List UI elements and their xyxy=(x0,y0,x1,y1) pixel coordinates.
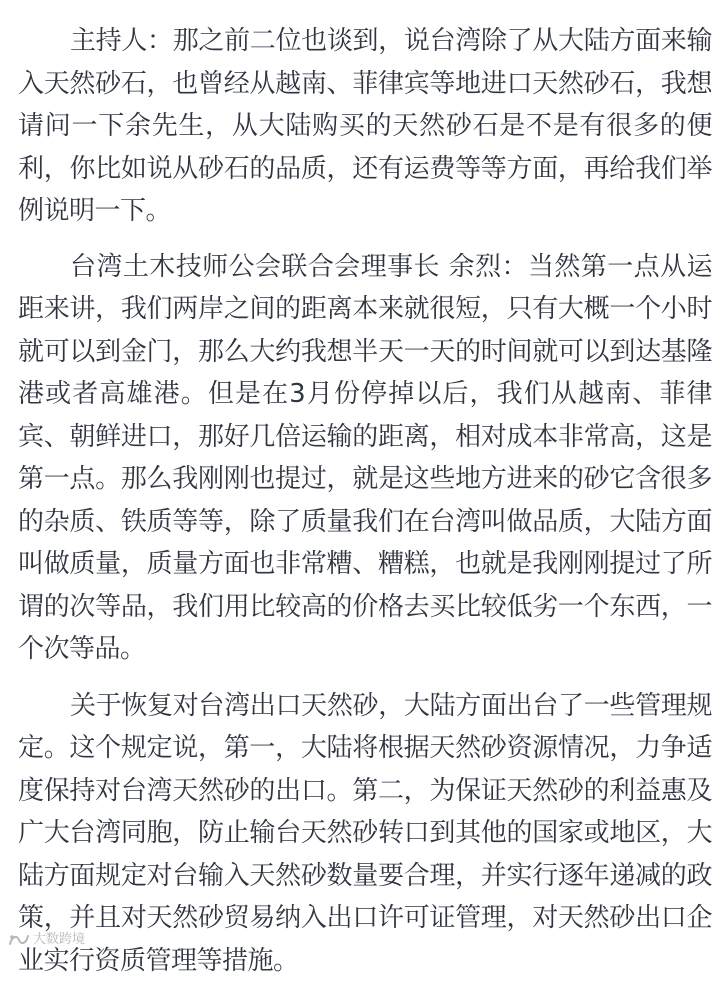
paragraph-policy-note: 关于恢复对台湾出口天然砂，大陆方面出台了一些管理规定。这个规定说，第一，大陆将根据天然砂资源情况，力争适度保持对台湾天然砂的出口。第二，为保证天然砂的利益惠及广大台湾同胞，防止输台天然砂转口到其他的国家或地区，大陆方面规定对台输入天然砂数量要合理，并实行逐年递减的政策，并且对天然砂贸易纳入出口许可证管理，对天然砂出口企业实行资质管理等措施。 xyxy=(18,685,712,982)
watermark xyxy=(8,932,85,948)
watermark-text: 大数跨境 xyxy=(33,932,85,948)
paragraph-host-question: 主持人：那之前二位也谈到，说台湾除了从大陆方面来输入天然砂石，也曾经从越南、菲律宾等地进口天然砂石，我想请问一下余先生，从大陆购买的天然砂石是不是有很多的便利，你比如说从砂石的品质，还有运费等等方面，再给我们举例说明一下。 xyxy=(18,0,712,233)
article-body xyxy=(18,0,712,982)
paragraph-expert-answer: 台湾土木技师公会联合会理事长 余烈：当然第一点从运距来讲，我们两岸之间的距离本来就很短，只有大概一个小时就可以到金门，那么大约我想半天一天的时间就可以到达基隆港或者高雄港。但是在3月份停掉以后，我们从越南、菲律宾、朝鲜进口，那好几倍运输的距离，相对成本非常高，这是第一点。那么我刚刚也提过，就是这些地方进来的砂它含很多的杂质、铁质等等，除了质量我们在台湾叫做品质，大陆方面叫做质量，质量方面也非常糟、糟糕，也就是我刚刚提过了所谓的次等品，我们用比较高的价格去买比较低劣一个东西，一个次等品。 xyxy=(18,246,712,671)
brand-logo-icon xyxy=(8,933,30,947)
